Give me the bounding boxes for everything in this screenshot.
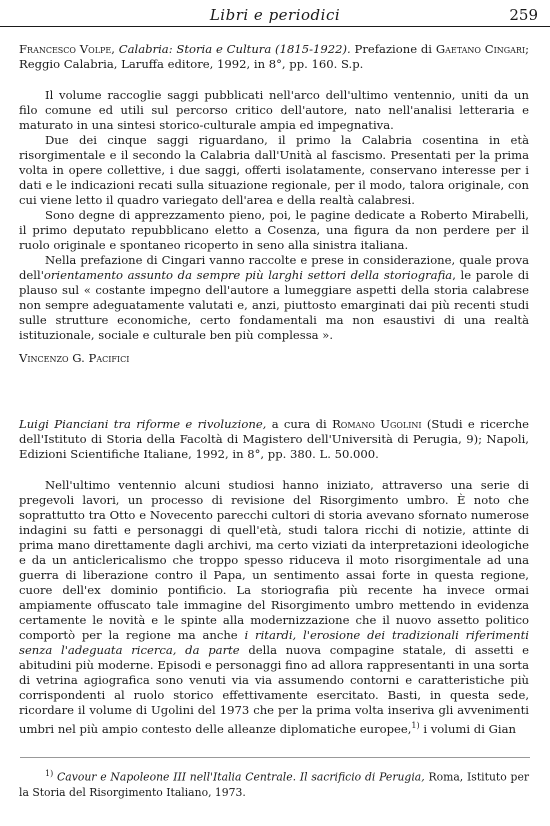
review-1-paragraph-1: Il volume raccoglie saggi pubblicati nell'arco dell'ultimo ventennio, uniti da un filo comune ed utili sul percorso critico dell'autore, nato nell'analisi letteraria e maturato in una sintesi storico-culturale ampia ed impegnativa.	[19, 88, 529, 132]
review-2-details: (Studi e ricerche dell'Istituto di Storia della Facoltà di Magistero dell'Università di Perugia, 9); Napoli, Edizioni Scientifiche Italiane, 1992, in 8°, pp. 380. L. 50.000.	[19, 417, 530, 461]
review-2-curator: Romano Ugolini	[332, 417, 422, 431]
page-number: 259	[509, 6, 538, 24]
footnote-rule	[20, 757, 530, 758]
review-1-details: Reggio Calabria, Laruffa editore, 1992, in 8°, pp. 160. S.p.	[19, 57, 364, 71]
footnote	[19, 766, 529, 800]
review-1-author: Francesco Volpe,	[19, 42, 115, 56]
review-1-paragraph-3: Sono degne di apprezzamento pieno, poi, le pagine dedicate a Roberto Mirabelli, il primo deputato repubblicano eletto a Cosenza, una figura da non perdere per il ruolo originale e spontaneo ricoperto in seno alla sinistra italiana.	[19, 208, 529, 252]
review-1-preface-author: Gaetano Cingari;	[435, 42, 530, 56]
footnote-title: Cavour e Napoleone III nell'Italia Centrale. Il sacrificio di Perugia,	[57, 770, 425, 784]
running-head	[0, 4, 550, 27]
review-2-paragraph-1: Nell'ultimo ventennio alcuni studiosi hanno iniziato, attraverso una serie di pregevoli lavori, un processo di revisione del Risorgimento umbro. È noto che soprattutto tra Otto e Novecento parecchi cultori di storia avevano sfornato numerose indagini su fatti e personaggi di quell'età, studi talora ricchi di notizie, attinte di prima mano direttamente dagli archivi, ma certo viziati da interpretazioni ideologiche e da un anticlericalismo che troppo spesso riduceva il moto risorgimentale ad una guerra di liberazione contro il Papa, un sentimento assai forte in questa regione, cuore dell'ex dominio pontificio. La storiografia più recente ha invece ormai ampiamente offuscato tale immagine del Risorgimento umbro mettendo in evidenza certamente le novità e le spinte alla modernizzazione che il nuovo assetto politico comportò per la regione ma anche i ritardi, l'erosione dei tradizionali riferimenti senza l'adeguata ricerca, da parte della nuova compagine statale, di assetti e abitudini più moderne. Episodi e personaggi fino ad allora rappresentanti in una sorta di vetrina agiografica sono venuti via via assumendo contorni e caratteristiche più corrispondenti al ruolo storico effettivamente esercitato. Basti, in questa sede, ricordare il volume di Ugolini del 1973 che per la prima volta inseriva gli avvenimenti umbri nel più ampio contesto delle alleanze diplomatiche europee,$^{1)}$ i volumi di Gian	[19, 478, 530, 736]
review-2-title: Luigi Pianciani tra riforme e rivoluzione,	[19, 417, 267, 431]
review-2-citation	[19, 417, 529, 462]
review-2	[19, 417, 529, 737]
review-1-paragraph-4: Nella prefazione di Cingari vanno raccolte e prese in considerazione, quale prova dell'orientamento assunto da sempre più larghi settori della storiografia, le parole di plauso sul « costante impegno dell'autore a lumeggiare aspetti della storia calabrese non sempre adeguatamente valutati e, anzi, piuttosto emarginati dai più recenti studi sulle strutture economiche, certo fondamentali ma non esaustivi di una realtà istituzionale, sociale e culturale ben più complessa ».	[19, 253, 529, 342]
review-1-paragraph-2: Due dei cinque saggi riguardano, il primo la Calabria cosentina in età risorgimentale e il secondo la Calabria dall'Unità al fascismo. Presentati per la prima volta in opere collettive, i due saggi, offerti isolatamente, conservano interesse per i dati e le indicazioni recati sulla situazione regionale, per il modo, talora originale, con cui viene letto il quadro variegato dell'area e della realtà calabresi.	[19, 133, 529, 207]
footnote-rest: Roma, Istituto per la Storia del Risorgimento Italiano, 1973.	[19, 770, 530, 799]
footnote-mark: 1)	[45, 769, 54, 778]
footnote-reference: 1)	[411, 721, 420, 730]
review-1-preface-prefix: Prefazione di	[354, 42, 432, 56]
review-1-title: Calabria: Storia e Cultura (1815-1922).	[118, 42, 351, 56]
review-1-citation	[19, 42, 529, 72]
review-1-signature: Vincenzo G. Pacifici	[19, 351, 130, 365]
review-2-curator-prefix: a cura di	[271, 417, 327, 431]
review-1	[19, 42, 529, 366]
section-title: Libri e periodici	[209, 6, 341, 24]
